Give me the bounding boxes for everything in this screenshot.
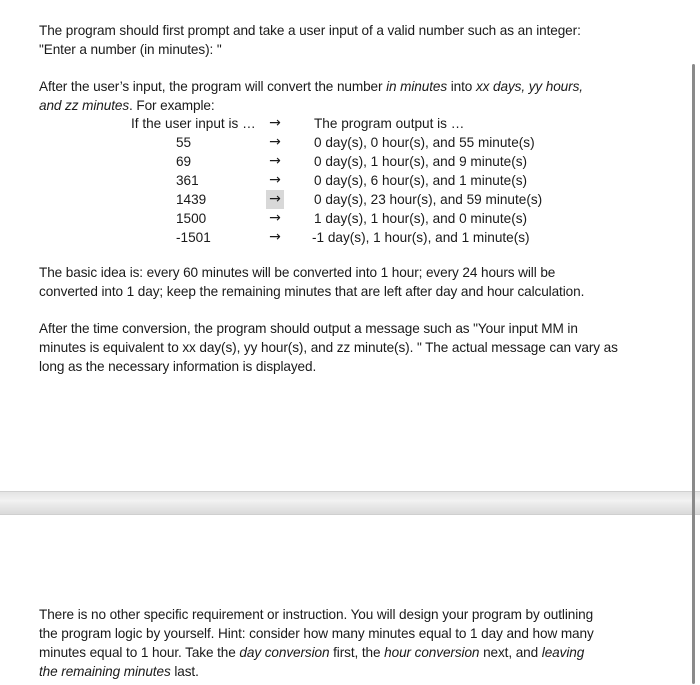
requirements-text: first, the (329, 645, 385, 660)
requirements-emphasis: the remaining minutes (39, 664, 171, 679)
table-output: 0 day(s), 1 hour(s), and 9 minute(s) (314, 154, 528, 169)
requirements-text: minutes equal to 1 hour. Take the (39, 645, 240, 660)
table-output: 0 day(s), 23 hour(s), and 59 minute(s) (314, 192, 543, 207)
page-break-divider (0, 514, 700, 515)
requirements-emphasis: hour conversion (384, 645, 480, 660)
arrow-icon: → (269, 115, 281, 131)
requirements-line-1: There is no other specific requirement or instruction. You will design your program by outlining (39, 607, 594, 622)
requirements-emphasis: leaving (541, 645, 585, 660)
arrow-icon: → (266, 190, 284, 209)
requirements-line-4 (39, 662, 199, 681)
intro-line-2: "Enter a number (in minutes): " (39, 42, 222, 57)
basic-idea-line-1: The basic idea is: every 60 minutes will be converted into 1 hour; every 24 hours will be (39, 265, 556, 280)
table-input: 1439 (176, 192, 207, 207)
conversion-text: . For example: (129, 98, 215, 113)
arrow-icon: → (269, 210, 281, 226)
table-output: 0 day(s), 0 hour(s), and 55 minute(s) (314, 135, 535, 150)
conversion-line-2 (39, 96, 215, 115)
arrow-icon: → (269, 172, 281, 188)
page-break-gap (0, 492, 700, 514)
intro-line-1: The program should first prompt and take a user input of a valid number such as an integer: (39, 23, 581, 38)
requirements-line-3 (39, 643, 584, 662)
requirements-line-2: the program logic by yourself. Hint: consider how many minutes equal to 1 day and how many (39, 626, 594, 641)
vertical-scrollbar[interactable] (692, 64, 695, 684)
table-output: 1 day(s), 1 hour(s), and 0 minute(s) (314, 211, 528, 226)
conversion-emphasis: in minutes (386, 79, 448, 94)
basic-idea-line-2: converted into 1 day; keep the remaining minutes that are left after day and hour calculation. (39, 284, 585, 299)
requirements-text: last. (170, 664, 199, 679)
arrow-icon: → (269, 229, 281, 245)
table-output: -1 day(s), 1 hour(s), and 1 minute(s) (312, 230, 530, 245)
output-message-line-1: After the time conversion, the program should output a message such as "Your input MM in (39, 321, 578, 336)
conversion-text: into (447, 79, 476, 94)
requirements-text: next, and (479, 645, 542, 660)
table-input: -1501 (176, 230, 211, 245)
table-input: 69 (176, 154, 192, 169)
arrow-icon: → (269, 134, 281, 150)
table-input: 55 (176, 135, 192, 150)
arrow-icon: → (269, 153, 281, 169)
output-message-line-3: long as the necessary information is displayed. (39, 359, 317, 374)
table-input: 1500 (176, 211, 207, 226)
conversion-text: After the user’s input, the program will convert the number (39, 79, 387, 94)
output-message-line-2: minutes is equivalent to xx day(s), yy hour(s), and zz minute(s). " The actual message can vary as (39, 340, 618, 355)
table-output: 0 day(s), 6 hour(s), and 1 minute(s) (314, 173, 528, 188)
conversion-line-1 (39, 77, 583, 96)
requirements-emphasis: day conversion (239, 645, 330, 660)
conversion-emphasis: xx days, yy hours, (475, 79, 583, 94)
table-input: 361 (176, 173, 199, 188)
table-header-input: If the user input is … (131, 116, 256, 131)
conversion-emphasis: and zz minutes (39, 98, 130, 113)
table-header-output: The program output is … (314, 116, 465, 131)
